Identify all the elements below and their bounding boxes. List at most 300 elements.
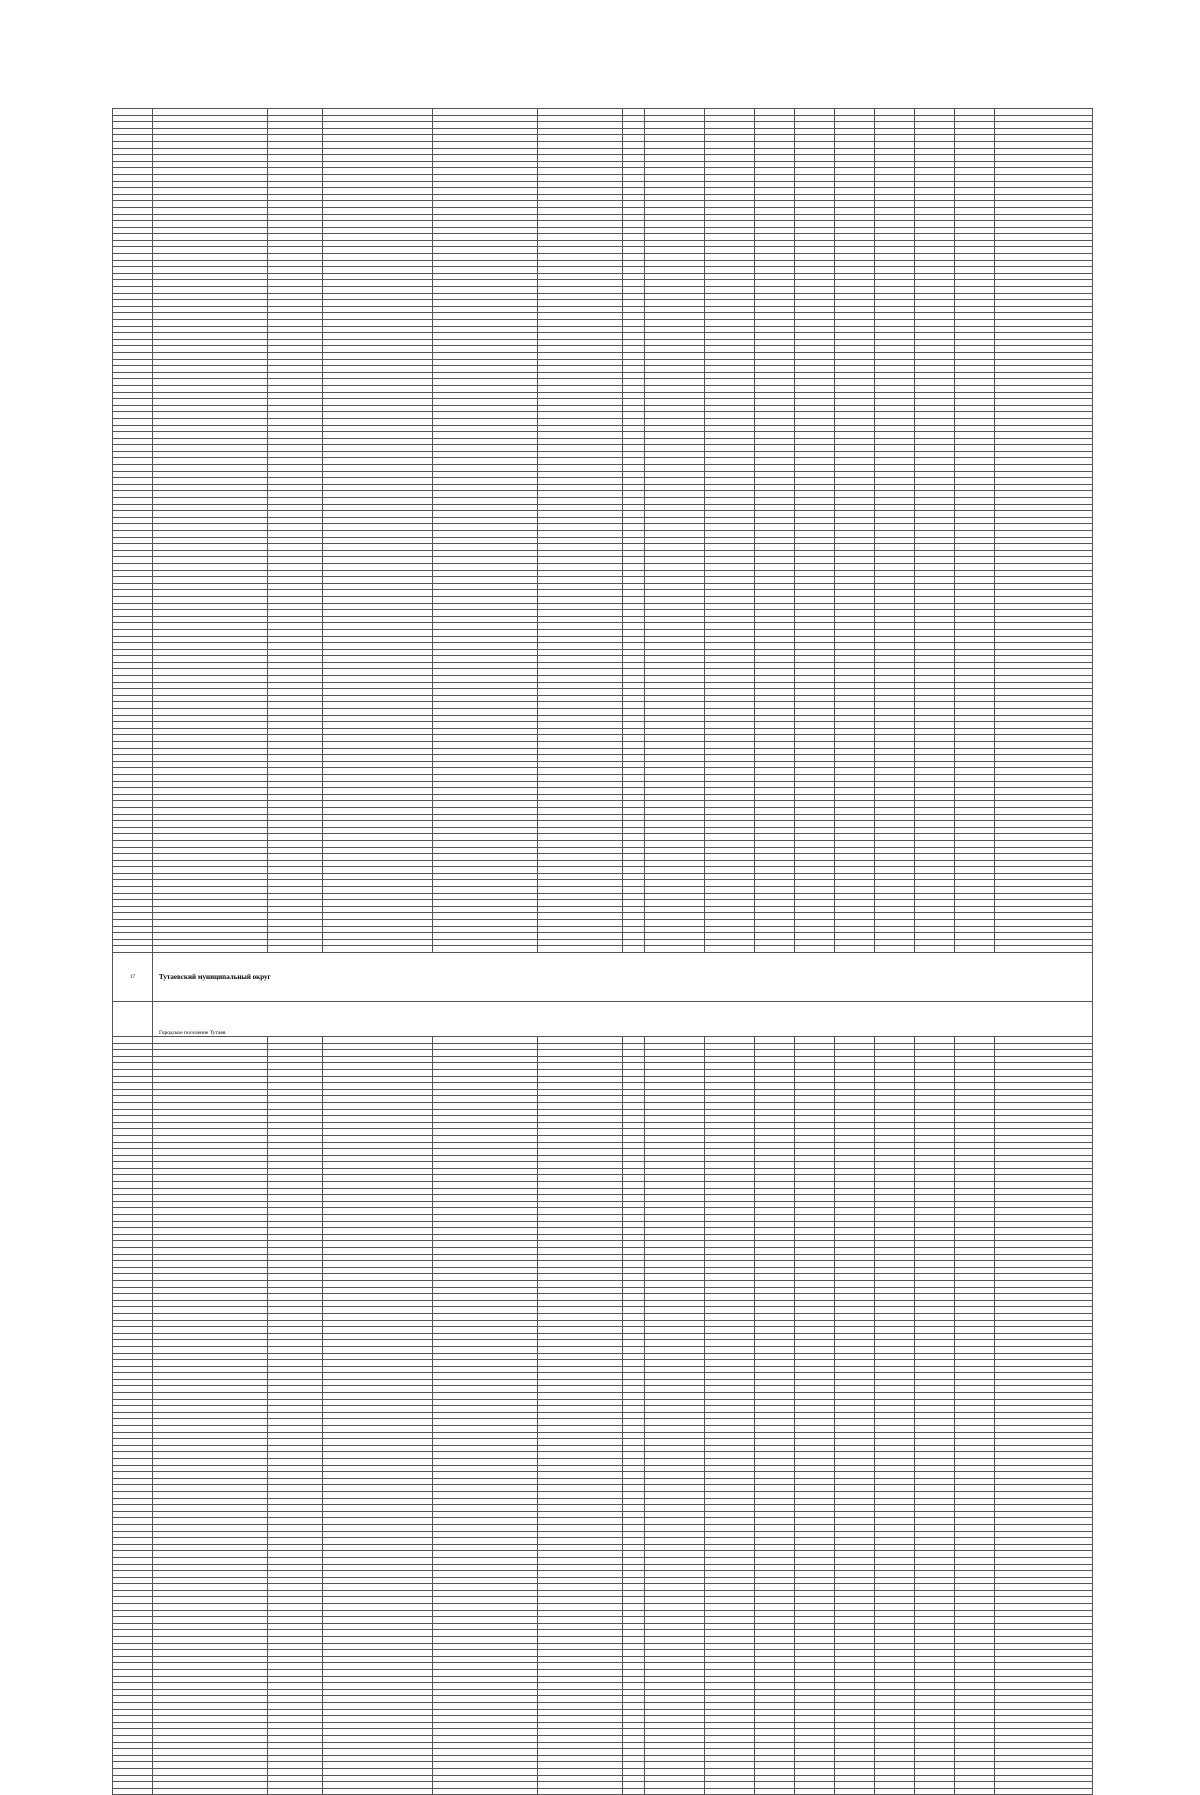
table-cell [875,234,915,241]
table-cell [153,1439,268,1446]
table-cell [323,1445,433,1452]
table-cell [113,1650,153,1657]
table-row [113,313,1093,320]
table-cell [995,1762,1093,1769]
table-cell [323,1149,433,1156]
table-cell [268,1491,323,1498]
table-cell [705,174,755,181]
table-cell [538,1254,623,1261]
table-cell [955,1511,995,1518]
table-row [113,643,1093,650]
table-cell [995,623,1093,630]
table-cell [323,1531,433,1538]
table-row [113,774,1093,781]
table-cell [835,1320,875,1327]
table-cell [875,1313,915,1320]
table-cell [875,1234,915,1241]
table-cell [538,774,623,781]
table-cell [955,610,995,617]
table-cell [645,385,705,392]
table-cell [645,814,705,821]
table-cell [433,194,538,201]
table-cell [705,794,755,801]
table-cell [153,1142,268,1149]
table-cell [835,1722,875,1729]
table-cell [705,788,755,795]
table-cell [433,168,538,175]
table-cell [795,596,835,603]
table-cell [915,1069,955,1076]
table-cell [795,517,835,524]
table-cell [705,821,755,828]
table-cell [995,392,1093,399]
table-cell [153,128,268,135]
table-cell [755,807,795,814]
table-cell [153,603,268,610]
table-cell [955,1610,995,1617]
table-cell [875,669,915,676]
table-cell [755,168,795,175]
table-cell [835,366,875,373]
table-cell [755,1518,795,1525]
table-cell [915,471,955,478]
table-cell [538,1234,623,1241]
table-cell [955,148,995,155]
table-row [113,333,1093,340]
table-cell [268,662,323,669]
table-cell [323,596,433,603]
table-cell [915,207,955,214]
table-cell [835,893,875,900]
table-cell [755,128,795,135]
table-cell [995,1544,1093,1551]
table-cell [955,1102,995,1109]
table-cell [955,1571,995,1578]
table-cell [538,1742,623,1749]
table-cell [995,906,1093,913]
table-cell [755,603,795,610]
table-cell [835,1313,875,1320]
table-cell [875,1076,915,1083]
table-cell [755,1254,795,1261]
table-cell [153,1393,268,1400]
table-cell [955,583,995,590]
table-cell [705,1261,755,1268]
table-cell [433,1294,538,1301]
table-cell [955,1294,995,1301]
table-cell [955,109,995,116]
table-cell [955,1399,995,1406]
table-cell [835,834,875,841]
table-cell [875,1755,915,1762]
table-cell [113,1280,153,1287]
table-cell [755,326,795,333]
table-cell [705,531,755,538]
table-cell [623,1109,645,1116]
table-cell [995,1360,1093,1367]
table-cell [795,1129,835,1136]
table-cell [795,1353,835,1360]
table-cell [955,1300,995,1307]
table-cell [705,1557,755,1564]
table-cell [268,517,323,524]
table-cell [915,1511,955,1518]
table-cell [538,227,623,234]
table-cell [645,1689,705,1696]
table-cell [623,1465,645,1472]
table-cell [153,1637,268,1644]
table-row [113,794,1093,801]
table-cell [645,702,705,709]
table-cell [645,1155,705,1162]
table-cell [795,1439,835,1446]
table-row [113,616,1093,623]
table-cell [113,1742,153,1749]
table-cell [645,774,705,781]
table-cell [153,273,268,280]
table-row [113,920,1093,927]
table-cell [153,1228,268,1235]
table-cell [995,1643,1093,1650]
table-cell [153,807,268,814]
table-cell [623,1788,645,1795]
table-cell [755,1564,795,1571]
table-cell [835,1129,875,1136]
table-cell [955,722,995,729]
table-cell [705,471,755,478]
table-cell [995,267,1093,274]
table-cell [835,1063,875,1070]
table-cell [955,339,995,346]
table-cell [875,1366,915,1373]
table-cell [113,1360,153,1367]
table-cell [433,1643,538,1650]
table-cell [623,682,645,689]
table-cell [645,577,705,584]
table-cell [153,1768,268,1775]
table-cell [538,801,623,808]
table-cell [645,1129,705,1136]
table-cell [835,1557,875,1564]
table-cell [835,458,875,465]
table-cell [955,920,995,927]
table-cell [538,1056,623,1063]
table-cell [835,1465,875,1472]
table-cell [795,1043,835,1050]
table-cell [995,504,1093,511]
table-row [113,109,1093,116]
table-cell [995,201,1093,208]
table-cell [755,1135,795,1142]
table-cell [705,1208,755,1215]
table-cell [755,1168,795,1175]
table-cell [875,1551,915,1558]
table-cell [153,1735,268,1742]
table-cell [433,1083,538,1090]
table-cell [113,662,153,669]
table-cell [645,399,705,406]
table-cell [995,174,1093,181]
table-cell [113,1709,153,1716]
table-cell [268,1623,323,1630]
table-cell [755,847,795,854]
table-cell [705,412,755,419]
table-cell [875,161,915,168]
table-cell [113,445,153,452]
table-cell [755,873,795,880]
table-cell [755,194,795,201]
table-cell [433,221,538,228]
table-cell [538,1353,623,1360]
table-cell [113,320,153,327]
table-cell [268,1056,323,1063]
table-cell [268,1452,323,1459]
table-cell [955,649,995,656]
table-cell [113,1313,153,1320]
table-cell [323,748,433,755]
table-cell [113,432,153,439]
table-cell [268,313,323,320]
table-cell [323,847,433,854]
table-cell [323,306,433,313]
table-cell [795,689,835,696]
table-cell [323,1465,433,1472]
table-cell [623,1340,645,1347]
table-cell [623,1399,645,1406]
table-cell [795,1511,835,1518]
table-cell [955,1248,995,1255]
table-cell [755,1511,795,1518]
table-cell [153,1379,268,1386]
table-cell [755,1426,795,1433]
table-cell [955,432,995,439]
table-cell [915,174,955,181]
table-cell [915,1465,955,1472]
table-cell [705,214,755,221]
table-cell [113,240,153,247]
table-cell [268,333,323,340]
table-cell [538,1584,623,1591]
table-cell [433,834,538,841]
table-cell [705,320,755,327]
table-cell [538,1399,623,1406]
table-cell [955,577,995,584]
table-row [113,1524,1093,1531]
table-cell [835,491,875,498]
table-cell [795,379,835,386]
table-cell [705,656,755,663]
table-cell [955,352,995,359]
table-row [113,1670,1093,1677]
table-cell [835,326,875,333]
table-cell [113,577,153,584]
table-cell [755,1162,795,1169]
table-cell [915,359,955,366]
table-cell [755,174,795,181]
table-cell [755,1386,795,1393]
table-cell [433,300,538,307]
table-cell [323,933,433,940]
table-cell [875,544,915,551]
table-cell [623,1261,645,1268]
table-cell [875,906,915,913]
table-cell [623,313,645,320]
table-cell [433,128,538,135]
table-cell [623,399,645,406]
table-cell [645,445,705,452]
table-cell [645,451,705,458]
table-cell [955,1386,995,1393]
table-cell [955,161,995,168]
table-cell [835,1604,875,1611]
table-cell [645,1254,705,1261]
table-cell [795,781,835,788]
table-cell [755,748,795,755]
table-cell [538,847,623,854]
table-row [113,1307,1093,1314]
table-row [113,583,1093,590]
table-cell [875,1346,915,1353]
table-cell [835,1742,875,1749]
table-cell [955,906,995,913]
table-cell [875,1050,915,1057]
table-row [113,537,1093,544]
table-cell [323,722,433,729]
table-cell [995,1577,1093,1584]
table-cell [875,629,915,636]
table-cell [755,1412,795,1419]
table-cell [268,709,323,716]
table-cell [153,385,268,392]
table-cell [623,1689,645,1696]
table-cell [323,1327,433,1334]
table-cell [755,1768,795,1775]
table-cell [705,1702,755,1709]
table-cell [755,306,795,313]
table-cell [875,774,915,781]
table-cell [153,695,268,702]
table-cell [795,418,835,425]
table-cell [915,577,955,584]
table-cell [538,1129,623,1136]
table-cell [433,695,538,702]
table-cell [153,1313,268,1320]
table-cell [705,715,755,722]
table-cell [755,254,795,261]
table-cell [875,1557,915,1564]
table-cell [955,320,995,327]
table-cell [623,1188,645,1195]
table-cell [538,1037,623,1044]
table-cell [268,109,323,116]
table-cell [538,1452,623,1459]
table-cell [705,273,755,280]
table-cell [538,939,623,946]
table-row [113,827,1093,834]
table-cell [995,359,1093,366]
table-cell [623,326,645,333]
table-cell [645,188,705,195]
table-cell [995,498,1093,505]
table-cell [955,1531,995,1538]
table-cell [755,240,795,247]
table-cell [623,570,645,577]
table-cell [955,1775,995,1782]
table-row [113,1452,1093,1459]
table-cell [645,1399,705,1406]
table-cell [835,240,875,247]
table-cell [915,682,955,689]
table-cell [795,1089,835,1096]
table-cell [995,807,1093,814]
table-cell [795,128,835,135]
table-cell [268,1524,323,1531]
table-cell [153,1188,268,1195]
table-cell [955,1643,995,1650]
table-cell [705,359,755,366]
table-cell [433,1782,538,1789]
table-cell [538,761,623,768]
table-cell [623,346,645,353]
table-cell [323,155,433,162]
table-cell [995,366,1093,373]
table-cell [915,221,955,228]
table-cell [623,616,645,623]
table-cell [995,1670,1093,1677]
table-row [113,445,1093,452]
table-cell [705,1782,755,1789]
table-cell [645,709,705,716]
table-cell [995,1445,1093,1452]
table-cell [795,544,835,551]
table-cell [623,695,645,702]
table-cell [955,1195,995,1202]
table-cell [995,946,1093,953]
table-cell [915,742,955,749]
table-cell [875,465,915,472]
table-cell [113,254,153,261]
table-cell [153,1267,268,1274]
table-cell [875,1564,915,1571]
table-cell [705,1491,755,1498]
table-cell [623,254,645,261]
table-cell [955,900,995,907]
table-cell [705,1604,755,1611]
table-cell [995,425,1093,432]
table-cell [875,405,915,412]
table-cell [705,1683,755,1690]
table-cell [268,326,323,333]
table-cell [323,1412,433,1419]
table-cell [755,801,795,808]
table-cell [705,742,755,749]
table-cell [835,840,875,847]
table-cell [268,155,323,162]
table-cell [995,1788,1093,1795]
table-row [113,1663,1093,1670]
table-cell [915,1650,955,1657]
table-cell [433,1215,538,1222]
table-row [113,768,1093,775]
table-cell [433,1656,538,1663]
table-row [113,201,1093,208]
table-cell [153,610,268,617]
table-cell [153,504,268,511]
table-cell [113,887,153,894]
table-cell [915,1445,955,1452]
table-cell [995,1076,1093,1083]
table-cell [323,1109,433,1116]
